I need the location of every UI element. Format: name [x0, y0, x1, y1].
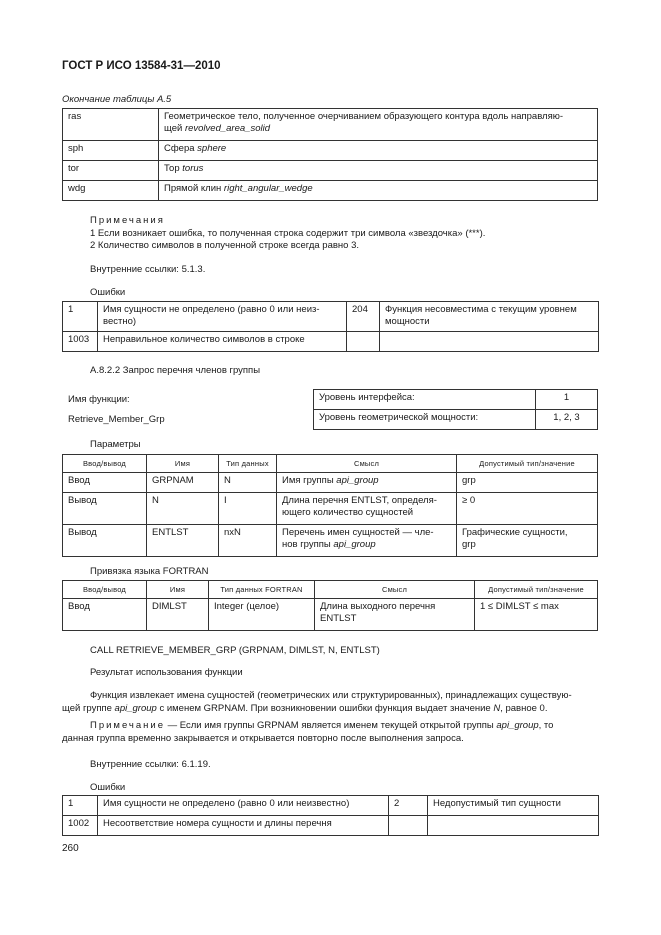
table-row — [63, 161, 598, 181]
column-header: Допустимый тип/значение — [475, 581, 598, 599]
table-row — [63, 599, 598, 631]
table-cell — [277, 525, 457, 557]
table-a5 — [62, 108, 598, 201]
cell-text: нов группы — [282, 539, 334, 550]
result-title: Результат использования функции — [90, 667, 243, 678]
table-row — [63, 141, 598, 161]
table-row — [63, 525, 598, 557]
cell-text: Геометрическое тело, полученное очерчиванием образующего контура вдоль направляю- — [164, 111, 564, 122]
table-cell — [389, 816, 428, 836]
note-paragraph — [62, 720, 602, 745]
paragraph-line: Функция извлекает имена сущностей (геометрических или структурированных), принадлежащих существую- — [90, 690, 572, 701]
table-row — [63, 109, 598, 141]
section-heading: А.8.2.2 Запрос перечня членов группы — [90, 365, 261, 376]
error-code: 1003 — [63, 332, 98, 352]
errors-table — [62, 301, 599, 352]
internal-refs: Внутренние ссылки: 6.1.19. — [90, 759, 211, 770]
cell-text: вестно) — [103, 316, 137, 327]
error-text — [380, 302, 599, 332]
table-row — [314, 390, 598, 410]
table-cell: Ввод — [63, 473, 147, 493]
cell-italic: torus — [182, 163, 204, 174]
italic-text: api_group — [114, 702, 157, 714]
cell-text: Прямой клин — [164, 183, 224, 194]
cell-italic: sphere — [197, 143, 227, 154]
table-cell — [347, 332, 380, 352]
table-cell: 1 ≤ DIMLST ≤ max — [475, 599, 598, 631]
table-row — [63, 473, 598, 493]
cell-text: Имя сущности не определено (равно 0 или неиз- — [103, 304, 320, 315]
parameters-table — [62, 454, 598, 557]
notes-title: Примечания — [90, 215, 165, 226]
error-text: Неправильное количество символов в строке — [98, 332, 347, 352]
level-label: Уровень геометрической мощности: — [314, 410, 536, 430]
table-cell: grp — [457, 473, 598, 493]
table-caption: Окончание таблицы А.5 — [62, 94, 172, 105]
errors-label: Ошибки — [90, 287, 126, 298]
cell-text: Перечень имен сущностей — чле- — [282, 527, 434, 538]
text: — Если имя группы GRPNAM является именем текущей открытой группы — [165, 720, 497, 731]
level-label: Уровень интерфейса: — [314, 390, 536, 410]
error-text: Недопустимый тип сущности — [428, 796, 599, 816]
page-number: 260 — [62, 843, 79, 854]
table-cell: sph — [63, 141, 159, 161]
paragraph-line — [62, 703, 602, 716]
table-cell: I — [219, 493, 277, 525]
document-header: ГОСТ Р ИСО 13584-31—2010 — [62, 60, 221, 72]
table-cell: Вывод — [63, 493, 147, 525]
column-header: Тип данных FORTRAN — [209, 581, 315, 599]
cell-text: Имя группы — [282, 475, 337, 486]
cell-text: Сфера — [164, 143, 198, 154]
result-paragraph — [62, 690, 602, 715]
table-cell — [159, 181, 598, 201]
table-cell — [277, 473, 457, 493]
table-cell: ≥ 0 — [457, 493, 598, 525]
text: щей группе — [62, 702, 115, 714]
cell-text: Тор — [164, 163, 183, 174]
error-code: 1002 — [63, 816, 98, 836]
cell-text: Длина выходного перечня — [320, 601, 436, 612]
error-text — [98, 302, 347, 332]
cell-italic: api_group — [333, 539, 376, 550]
cell-text: ющего количество сущностей — [282, 507, 414, 518]
level-value: 1 — [536, 390, 598, 410]
table-cell — [315, 599, 475, 631]
fortran-table — [62, 580, 598, 631]
table-header-row — [63, 581, 598, 599]
table-row — [63, 816, 599, 836]
table-cell: Ввод — [63, 599, 147, 631]
column-header: Смысл — [315, 581, 475, 599]
error-code: 204 — [347, 302, 380, 332]
fortran-label: Привязка языка FORTRAN — [90, 566, 209, 577]
table-row — [63, 302, 599, 332]
table-cell: wdg — [63, 181, 159, 201]
paragraph-line: данная группа временно закрывается и открывается повторно после выполнения запроса. — [62, 732, 464, 744]
table-cell — [428, 816, 599, 836]
table-cell — [380, 332, 599, 352]
note-item: 2 Количество символов в полученной строке всегда равно 3. — [90, 240, 359, 251]
text: , то — [538, 720, 554, 731]
cell-italic: revolved_area_solid — [184, 123, 270, 134]
cell-text: мощности — [385, 316, 430, 327]
note-title: Примечание — [90, 720, 165, 731]
cell-italic: right_angular_wedge — [223, 183, 313, 194]
error-code: 1 — [63, 302, 98, 332]
cell-text: grp — [462, 539, 476, 550]
table-cell: tor — [63, 161, 159, 181]
call-statement: CALL RETRIEVE_MEMBER_GRP (GRPNAM, DIMLST, N, ENTLST) — [90, 645, 380, 656]
text: , равное 0. — [500, 702, 548, 714]
column-header: Тип данных — [219, 455, 277, 473]
table-cell — [277, 493, 457, 525]
function-name: Retrieve_Member_Grp — [68, 414, 165, 425]
function-name-label: Имя функции: — [68, 394, 130, 405]
table-cell: ENTLST — [147, 525, 219, 557]
table-cell: N — [219, 473, 277, 493]
table-header-row — [63, 455, 598, 473]
errors-table-2 — [62, 795, 599, 836]
table-row — [63, 181, 598, 201]
parameters-label: Параметры — [90, 439, 141, 450]
column-header: Ввод/вывод — [63, 455, 147, 473]
text: с именем GRPNAM. При возникновении ошибки функция выдает значение — [156, 702, 494, 714]
paragraph-line — [62, 720, 602, 733]
table-row — [63, 332, 599, 352]
table-cell: GRPNAM — [147, 473, 219, 493]
table-cell: DIMLST — [147, 599, 209, 631]
cell-text: щей — [164, 123, 185, 134]
note-item: 1 Если возникает ошибка, то полученная строка содержит три символа «звездочка» (***). — [90, 228, 486, 239]
column-header: Ввод/вывод — [63, 581, 147, 599]
table-cell — [159, 109, 598, 141]
column-header: Смысл — [277, 455, 457, 473]
table-cell: Integer (целое) — [209, 599, 315, 631]
internal-refs: Внутренние ссылки: 5.1.3. — [90, 264, 206, 275]
column-header: Имя — [147, 581, 209, 599]
error-text: Несоответствие номера сущности и длины перечня — [98, 816, 389, 836]
error-code: 1 — [63, 796, 98, 816]
table-row — [63, 796, 599, 816]
table-cell — [457, 525, 598, 557]
error-text: Имя сущности не определено (равно 0 или неизвестно) — [98, 796, 389, 816]
italic-text: api_group — [496, 720, 539, 731]
error-code: 2 — [389, 796, 428, 816]
table-cell: ras — [63, 109, 159, 141]
table-cell — [159, 141, 598, 161]
cell-text: ENTLST — [320, 613, 357, 624]
table-cell — [159, 161, 598, 181]
levels-table — [313, 389, 598, 430]
errors-label: Ошибки — [90, 782, 126, 793]
cell-text: Функция несовместима с текущим уровнем — [385, 304, 577, 315]
table-cell: N — [147, 493, 219, 525]
cell-text: Длина перечня ENTLST, определя- — [282, 495, 437, 506]
table-row — [314, 410, 598, 430]
table-cell: Вывод — [63, 525, 147, 557]
table-cell: nxN — [219, 525, 277, 557]
column-header: Имя — [147, 455, 219, 473]
table-row — [63, 493, 598, 525]
italic-text: N — [493, 702, 501, 714]
cell-text: Графические сущности, — [462, 527, 568, 538]
cell-italic: api_group — [336, 475, 379, 486]
level-value: 1, 2, 3 — [536, 410, 598, 430]
column-header: Допустимый тип/значение — [457, 455, 598, 473]
